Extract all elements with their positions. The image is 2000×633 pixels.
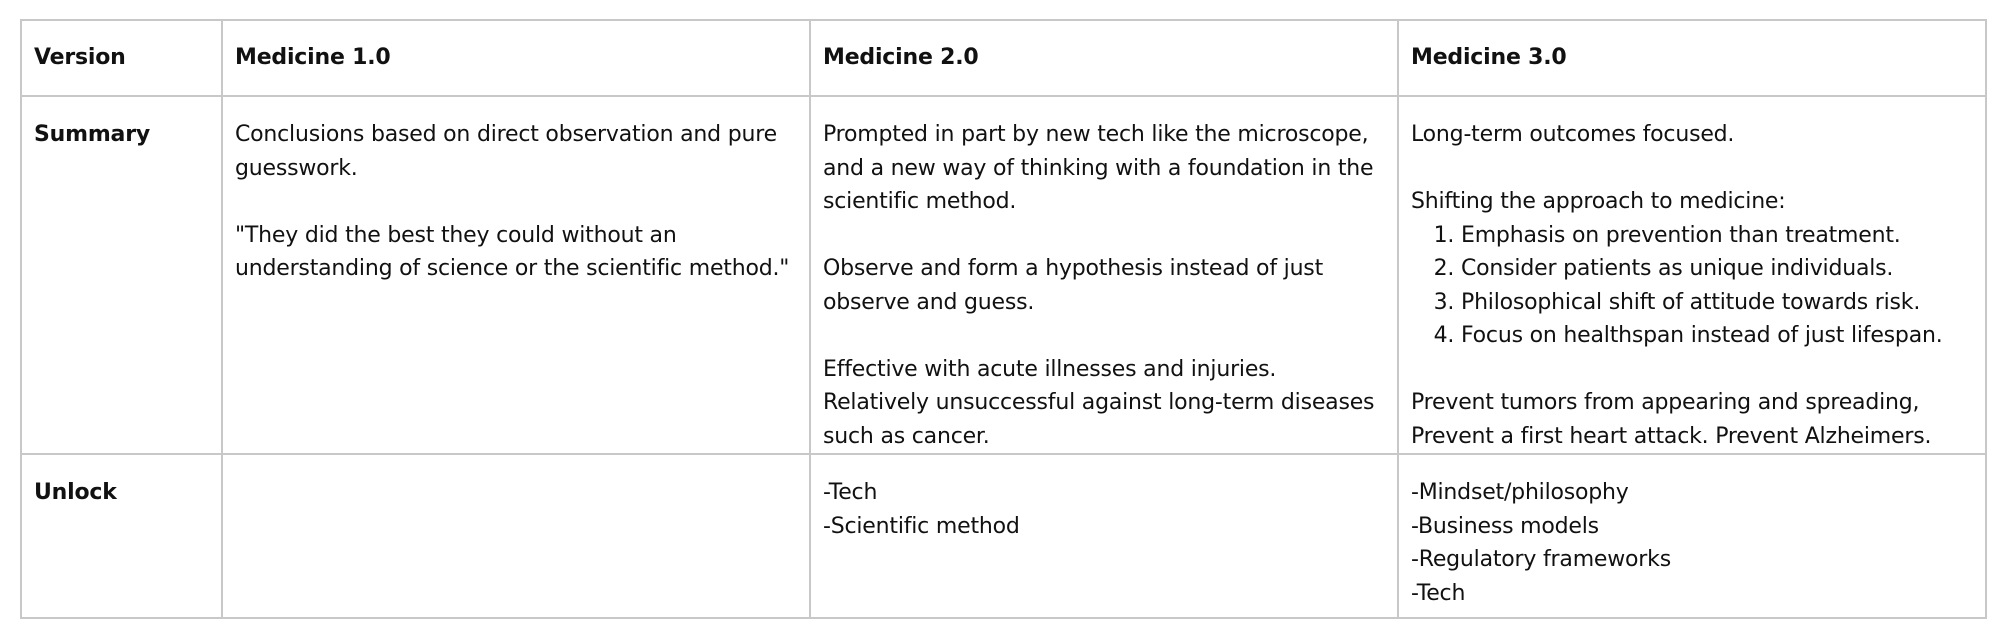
list-item: 4. Focus on healthspan instead of just lifespan. [1461,319,1973,353]
summary-med2-para-3-line-2: Relatively unsuccessful against long-term diseases such as cancer. [823,390,1375,449]
header-medicine-1: Medicine 1.0 [222,20,810,96]
row-label-unlock: Unlock [21,454,222,618]
summary-med1-para-1: Conclusions based on direct observation and pure guesswork. [235,122,777,181]
summary-med3-list [1411,219,1973,353]
header-row [21,20,1986,96]
summary-medicine-2 [810,96,1398,454]
unlock-med3-item: -Regulatory frameworks [1411,547,1671,572]
summary-med3-para-3: Prevent tumors from appearing and spreading, Prevent a first heart attack. Prevent Alzheimers. [1411,390,1932,449]
unlock-med3-item: -Tech [1411,580,1466,606]
list-item: 2. Consider patients as unique individuals. [1461,252,1973,286]
unlock-med2-item: -Tech [823,480,878,505]
unlock-medicine-2 [810,454,1398,618]
unlock-row [21,454,1986,618]
unlock-med2-item: -Scientific method [823,513,1020,539]
unlock-med3-item: -Business models [1411,513,1599,539]
unlock-med3-item: -Mindset/philosophy [1411,480,1629,505]
summary-medicine-1 [222,96,810,454]
summary-medicine-3 [1398,96,1986,454]
row-label-summary: Summary [21,96,222,454]
summary-med2-para-3-line-1: Effective with acute illnesses and injuries. [823,356,1277,382]
summary-med2-para-2: Observe and form a hypothesis instead of just observe and guess. [823,256,1323,315]
summary-med1-quote: "They did the best they could without an understanding of science or the scientific method." [235,222,790,281]
summary-med2-para-1: Prompted in part by new tech like the microscope, and a new way of thinking with a foundation in the scientific method. [823,122,1374,214]
unlock-medicine-1 [222,454,810,618]
list-item: 1. Emphasis on prevention than treatment. [1461,219,1973,253]
header-version: Version [21,20,222,96]
header-medicine-2: Medicine 2.0 [810,20,1398,96]
header-medicine-3: Medicine 3.0 [1398,20,1986,96]
unlock-medicine-3 [1398,454,1986,618]
list-item: 3. Philosophical shift of attitude towards risk. [1461,286,1973,320]
summary-med3-para-1: Long-term outcomes focused. [1411,122,1735,147]
comparison-table [20,19,1987,619]
summary-med3-intro: Shifting the approach to medicine: [1411,189,1786,214]
summary-row [21,96,1986,454]
